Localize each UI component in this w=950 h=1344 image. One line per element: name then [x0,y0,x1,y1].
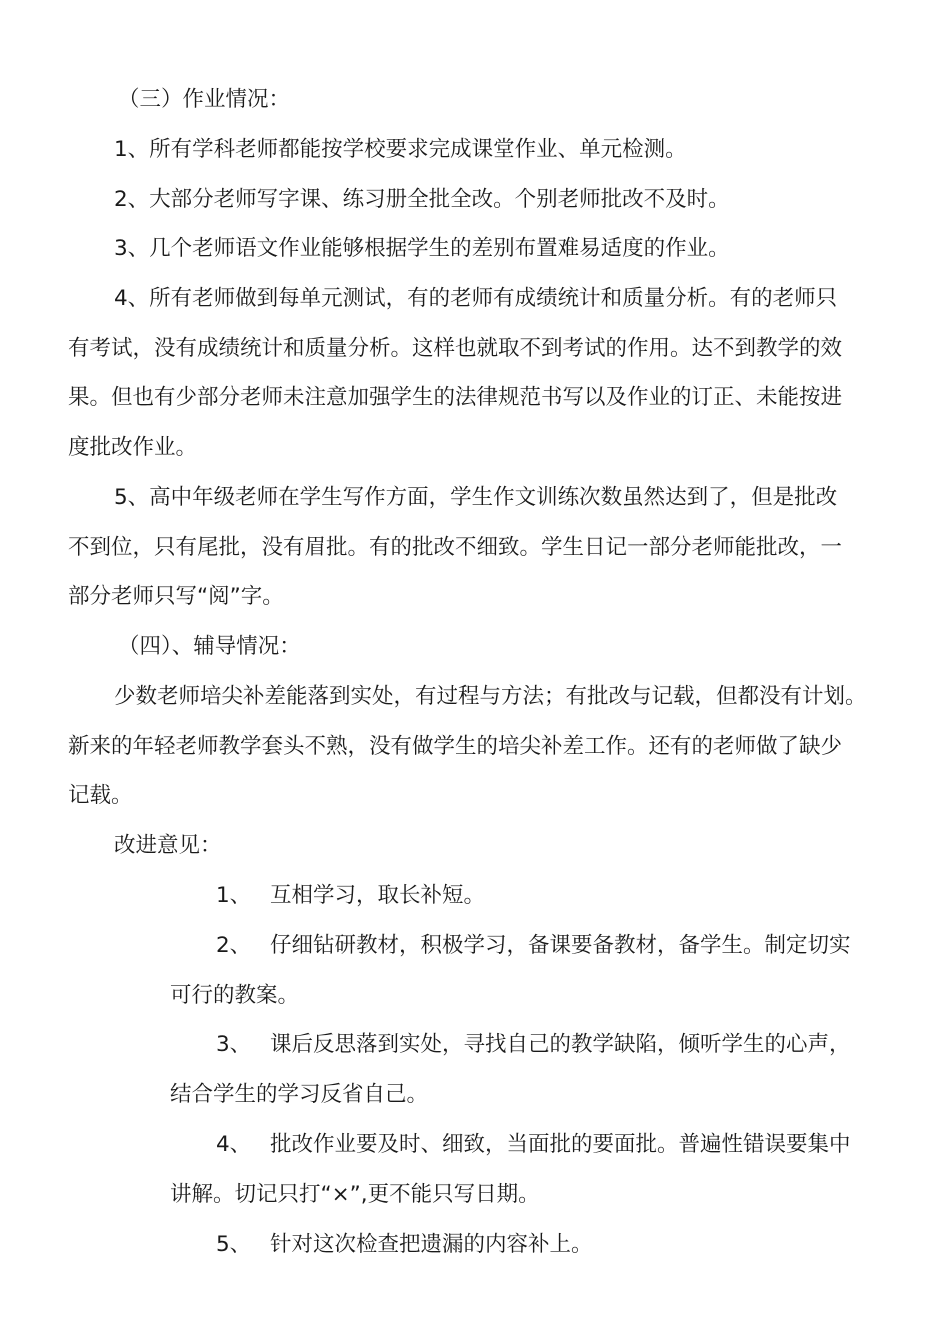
section3-heading: （三）作业情况： [118,87,291,112]
section3-item-4: 4、所有老师做到每单元测试，有的老师有成绩统计和质量分析。有的老师只 有考试，没有成绩统计和质量分析。这样也就取不到考试的作用。达不到教学的效 果。但也有少部分老师未注意加强学生的法律规范书写以及作业的订正、未能按进 度批改作业。 [68,286,843,460]
section3-item-3: 3、几个老师语文作业能够根据学生的差别布置难易适度的作业。 [114,236,730,261]
section3-item-5: 5、高中年级老师在学生写作方面，学生作文训练次数虽然达到了，但是批改 不到位，只有尾批，没有眉批。有的批改不细致。学生日记一部分老师能批改，一 部分老师只写“阅”字。 [68,485,843,610]
improvement-item-3: 3、 课后反思落到实处，寻找自己的教学缺陷，倾听学生的心声， 结合学生的学习反省自己。 [170,1032,851,1107]
improvement-item-1: 1、 互相学习，取长补短。 [216,883,486,908]
section3-item-1: 1、所有学科老师都能按学校要求完成课堂作业、单元检测。 [114,137,687,162]
improvement-item-5: 5、 针对这次检查把遗漏的内容补上。 [216,1232,593,1257]
improvement-item-4: 4、 批改作业要及时、细致，当面批的要面批。普遍性错误要集中 讲解。切记只打“×”,更不能只写日期。 [170,1132,851,1207]
section3-item-2: 2、大部分老师写字课、练习册全批全改。个别老师批改不及时。 [114,187,730,212]
improvement-item-2: 2、 仔细钻研教材，积极学习，备课要备教材，备学生。制定切实 可行的教案。 [170,933,851,1008]
improvements-heading: 改进意见： [114,833,222,858]
section4-heading: （四）、辅导情况： [118,634,301,659]
section4-body: 少数老师培尖补差能落到实处，有过程与方法；有批改与记载，但都没有计划。 新来的年轻老师教学套头不熟，没有做学生的培尖补差工作。还有的老师做了缺少 记载。 [68,684,867,809]
